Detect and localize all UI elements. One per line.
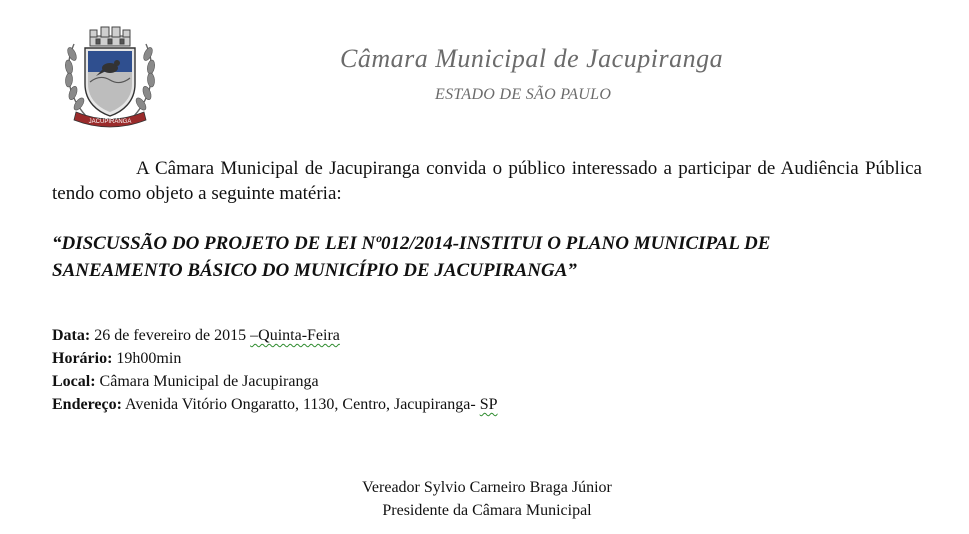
municipal-crest-icon: [60, 22, 160, 130]
state-name: ESTADO DE SÃO PAULO: [435, 86, 612, 103]
place-label: Local:: [52, 373, 96, 390]
date-row: [52, 324, 498, 347]
signature-block: [0, 476, 969, 522]
event-details: [52, 324, 498, 416]
org-name: Câmara Municipal de Jacupiranga: [340, 44, 724, 73]
subject-line-2: SANEAMENTO BÁSICO DO MUNICÍPIO DE JACUPIRANGA”: [52, 260, 577, 281]
address-label: Endereço:: [52, 396, 122, 413]
address-row: [52, 393, 498, 416]
place-value: Câmara Municipal de Jacupiranga: [99, 373, 319, 390]
time-label: Horário:: [52, 350, 113, 367]
time-row: [52, 347, 498, 370]
subject-title: [52, 230, 932, 284]
date-value: 26 de fevereiro de 2015: [94, 327, 247, 344]
address-value: Avenida Vitório Ongaratto, 1130, Centro, Jacupiranga-: [125, 396, 476, 413]
subject-line-1: “DISCUSSÃO DO PROJETO DE LEI Nº012/2014-INSTITUI O PLANO MUNICIPAL DE: [52, 233, 771, 254]
date-weekday: –Quinta-Feira: [250, 327, 340, 344]
address-state: SP: [479, 396, 498, 413]
signatory-role: Presidente da Câmara Municipal: [382, 502, 592, 519]
date-label: Data:: [52, 327, 91, 344]
place-row: [52, 370, 498, 393]
signatory-name: Vereador Sylvio Carneiro Braga Júnior: [362, 479, 612, 496]
intro-paragraph: A Câmara Municipal de Jacupiranga convida o público interessado a participar de Audiência Pública tendo como objeto a seguinte matéria:: [52, 158, 922, 204]
crest-ribbon-text: JACUPIRANGA: [88, 119, 132, 125]
time-value: 19h00min: [116, 350, 182, 367]
